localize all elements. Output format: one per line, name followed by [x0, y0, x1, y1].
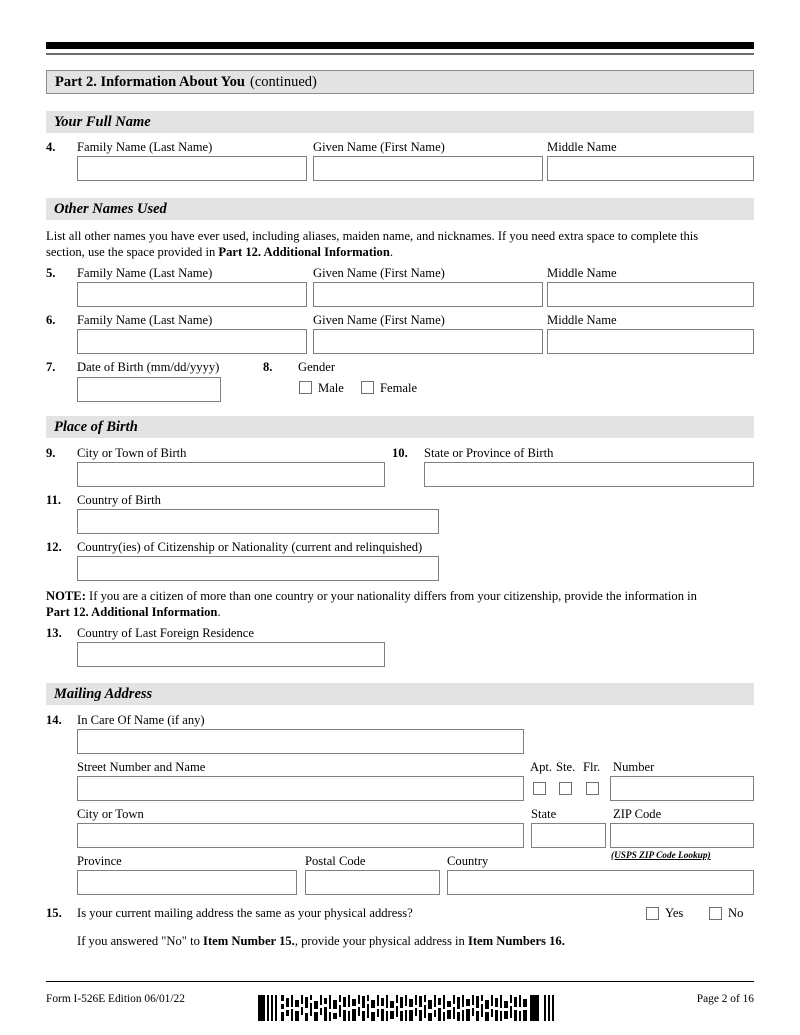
followup-15-pre: If you answered "No" to: [77, 934, 204, 948]
other-names-instruction-line2-post: .: [389, 245, 394, 259]
input-given-name-5[interactable]: [313, 282, 543, 307]
input-middle-name-4[interactable]: [547, 156, 754, 181]
label-citizenship: Country(ies) of Citizenship or Nationality (current and relinquished): [77, 540, 423, 554]
label-postal-code: Postal Code: [305, 854, 366, 868]
label-last-foreign-residence: Country of Last Foreign Residence: [77, 626, 254, 640]
note-text-part12: Part 12. Additional Information: [46, 605, 218, 619]
section-other-names-used-label: Other Names Used: [54, 200, 167, 217]
item-number-7: 7.: [46, 360, 56, 374]
label-middle-name-5: Middle Name: [547, 266, 617, 280]
input-family-name-6[interactable]: [77, 329, 307, 354]
followup-15-mid: , provide your physical address in: [294, 934, 468, 948]
followup-15-item-numbers-16: Item Numbers 16.: [467, 934, 565, 948]
input-date-of-birth-7[interactable]: [77, 377, 221, 402]
label-middle-name-6: Middle Name: [547, 313, 617, 327]
label-state-of-birth: State or Province of Birth: [424, 446, 554, 460]
other-names-instruction-line1: List all other names you have ever used, including aliases, maiden name, and nicknames. If you need extra space to complete this: [46, 229, 699, 243]
section-mailing-address: [46, 683, 754, 705]
input-street-14[interactable]: [77, 776, 524, 801]
label-given-name-5: Given Name (First Name): [313, 266, 445, 280]
checkbox-15-no[interactable]: [709, 907, 722, 920]
label-number: Number: [613, 760, 655, 774]
item-number-8: 8.: [263, 360, 273, 374]
part-header-continued: (continued): [250, 73, 317, 90]
input-country-14[interactable]: [447, 870, 754, 895]
item-number-9: 9.: [46, 446, 56, 460]
input-citizenship-12[interactable]: [77, 556, 439, 581]
usps-zip-code-lookup-link[interactable]: (USPS ZIP Code Lookup): [611, 851, 711, 861]
input-city-town-14[interactable]: [77, 823, 524, 848]
checkbox-gender-male[interactable]: [299, 381, 312, 394]
label-province: Province: [77, 854, 122, 868]
item-number-5: 5.: [46, 266, 56, 280]
checkbox-gender-female[interactable]: [361, 381, 374, 394]
input-zip-14[interactable]: [610, 823, 754, 848]
label-state: State: [531, 807, 557, 821]
input-middle-name-5[interactable]: [547, 282, 754, 307]
label-city-or-town: City or Town: [77, 807, 144, 821]
label-country: Country: [447, 854, 489, 868]
footer-page-number: Page 2 of 16: [696, 993, 754, 1005]
input-family-name-5[interactable]: [77, 282, 307, 307]
item-number-12: 12.: [46, 540, 62, 554]
section-mailing-address-label: Mailing Address: [54, 685, 153, 702]
input-last-foreign-residence-13[interactable]: [77, 642, 385, 667]
section-your-full-name: [46, 111, 754, 133]
label-in-care-of-name: In Care Of Name (if any): [77, 713, 205, 727]
section-place-of-birth-label: Place of Birth: [54, 418, 138, 435]
input-in-care-of-14[interactable]: [77, 729, 524, 754]
input-city-of-birth-9[interactable]: [77, 462, 385, 487]
label-ste: Ste.: [556, 760, 576, 774]
checkbox-ste[interactable]: [559, 782, 572, 795]
label-date-of-birth: Date of Birth (mm/dd/yyyy): [77, 360, 220, 374]
label-family-name-5: Family Name (Last Name): [77, 266, 213, 280]
label-gender-female: Female: [380, 381, 418, 395]
section-other-names-used: [46, 198, 754, 220]
label-given-name-6: Given Name (First Name): [313, 313, 445, 327]
label-15-no: No: [728, 906, 744, 920]
note-label: NOTE:: [46, 589, 86, 603]
section-your-full-name-label: Your Full Name: [54, 113, 151, 130]
label-gender: Gender: [298, 360, 336, 374]
followup-15-item-number: Item Number 15.: [203, 934, 295, 948]
item-number-4: 4.: [46, 140, 56, 154]
note-text-line2-post: .: [217, 605, 221, 619]
item-number-15: 15.: [46, 906, 62, 920]
label-gender-male: Male: [318, 381, 344, 395]
label-middle-name-4: Middle Name: [547, 140, 617, 154]
label-family-name-6: Family Name (Last Name): [77, 313, 213, 327]
other-names-instruction: [46, 228, 756, 260]
label-given-name-4: Given Name (First Name): [313, 140, 445, 154]
input-state-14[interactable]: [531, 823, 606, 848]
input-middle-name-6[interactable]: [547, 329, 754, 354]
input-province-14[interactable]: [77, 870, 297, 895]
label-street-number-and-name: Street Number and Name: [77, 760, 206, 774]
input-given-name-4[interactable]: [313, 156, 543, 181]
part-header: [46, 70, 754, 94]
item-number-14: 14.: [46, 713, 62, 727]
label-apt: Apt.: [530, 760, 553, 774]
top-rule-thin: [46, 53, 754, 55]
note-text-line1: If you are a citizen of more than one country or your nationality differs from your citizenship, provide the information in: [85, 589, 697, 603]
section-place-of-birth: [46, 416, 754, 438]
question-15-text: Is your current mailing address the same as your physical address?: [77, 906, 413, 920]
checkbox-apt[interactable]: [533, 782, 546, 795]
note-citizenship: [46, 588, 758, 620]
label-flr: Flr.: [583, 760, 601, 774]
label-country-of-birth: Country of Birth: [77, 493, 161, 507]
input-state-of-birth-10[interactable]: [424, 462, 754, 487]
footer-rule: [46, 981, 754, 982]
label-15-yes: Yes: [665, 906, 684, 920]
input-given-name-6[interactable]: [313, 329, 543, 354]
input-apt-number-14[interactable]: [610, 776, 754, 801]
part-header-title: Part 2. Information About You: [55, 73, 245, 90]
footer-form-edition: Form I-526E Edition 06/01/22: [46, 993, 185, 1005]
followup-15-text: [77, 933, 757, 949]
label-zip-code: ZIP Code: [613, 807, 662, 821]
item-number-6: 6.: [46, 313, 56, 327]
other-names-instruction-part12: Part 12. Additional Information: [218, 245, 390, 259]
other-names-instruction-line2-pre: section, use the space provided in: [46, 245, 219, 259]
label-city-of-birth: City or Town of Birth: [77, 446, 187, 460]
footer-barcode: [258, 995, 560, 1021]
input-country-of-birth-11[interactable]: [77, 509, 439, 534]
item-number-13: 13.: [46, 626, 62, 640]
top-rule-thick: [46, 42, 754, 49]
item-number-10: 10.: [392, 446, 408, 460]
input-family-name-4[interactable]: [77, 156, 307, 181]
checkbox-15-yes[interactable]: [646, 907, 659, 920]
input-postal-code-14[interactable]: [305, 870, 440, 895]
label-family-name-4: Family Name (Last Name): [77, 140, 213, 154]
checkbox-flr[interactable]: [586, 782, 599, 795]
item-number-11: 11.: [46, 493, 62, 507]
